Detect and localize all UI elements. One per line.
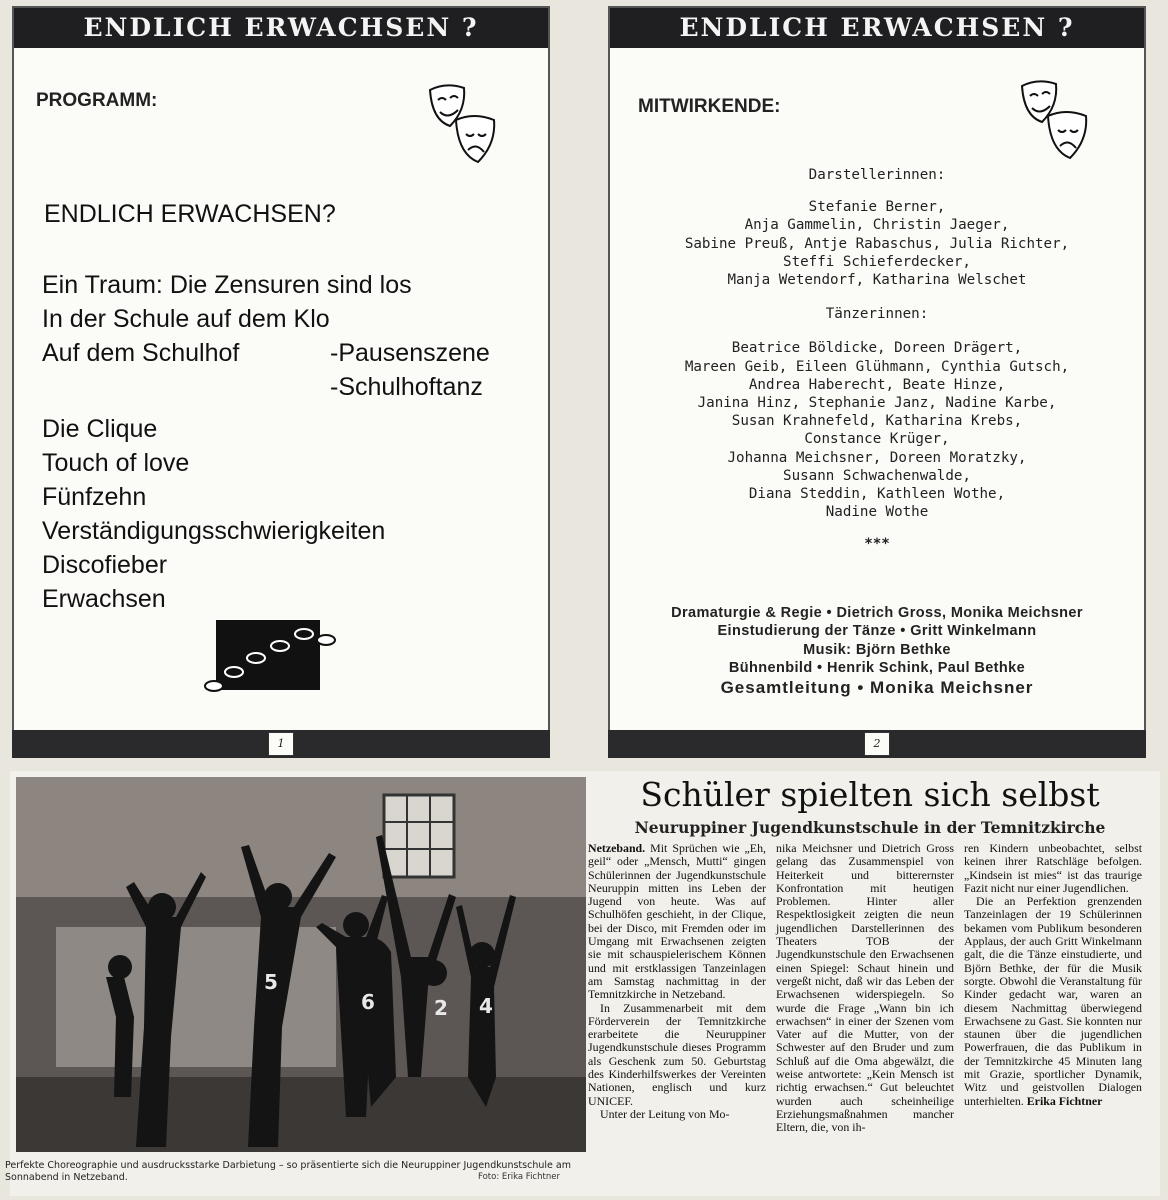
page1-footer-bar: [12, 730, 550, 758]
cast-line: Sabine Preuß, Antje Rabaschus, Julia Richter,: [684, 235, 1070, 252]
cast-line: Johanna Meichsner, Doreen Moratzky,: [727, 449, 1027, 466]
article-column-3: [964, 842, 1142, 1108]
article-column-1: [588, 842, 766, 1121]
program-page-1: [12, 6, 550, 758]
jersey-number: 6: [361, 990, 375, 1014]
article-paragraph: nika Meichsner und Dietrich Gross gelang das Zusammenspiel von Heiterkeit und bitterernster Konfrontation mit heutigen Problemen. Hinter aller Respektlosigkeit zeigten die neun jugendlichen Darstellerinnen des Theaters TOB der Jugendkunstschule den Erwachsenen einen Spiegel: Schaut hinein und vergeßt nicht, daß wir das Leben der Erwachsenen widerspiegeln. So wurde die Frage „Wann bin ich erwachsen“ in einer der Szenen vom Vater auf die Mutter, von der Schwester auf den Bruder und zum Schluß auf die Oma abgewälzt, die weise antwortete: „Kein Mensch ist richtig erwachsen.“ Gut beleuchtet wurden auch scheinheilige Erziehungsmaßnahmen mancher Eltern, die, von ih-: [776, 841, 954, 1135]
article-column-2: [776, 842, 954, 1135]
article-author: Erika Fichtner: [1026, 1093, 1103, 1108]
cast-line: Anja Gammelin, Christin Jaeger,: [744, 217, 1010, 234]
program-item: Auf dem Schulhof: [42, 339, 240, 367]
jersey-number: 5: [264, 970, 278, 994]
cast-line: Susan Krahnefeld, Katharina Krebs,: [731, 413, 1023, 430]
staff-line: Dramaturgie & Regie • Dietrich Gross, Monika Meichsner: [671, 605, 1083, 621]
theater-masks-icon: [1016, 76, 1096, 168]
lead-line: Gesamtleitung • Monika Meichsner: [720, 678, 1034, 698]
cast-line: Stefanie Berner,: [808, 199, 946, 216]
program-page-2: [608, 6, 1146, 758]
cast-line: Diana Steddin, Kathleen Wothe,: [748, 486, 1006, 503]
page1-banner: ENDLICH ERWACHSEN ?: [14, 8, 548, 48]
darsteller-label: Darstellerinnen:: [808, 167, 946, 183]
staff-line: Einstudierung der Tänze • Gritt Winkelmann: [717, 623, 1037, 640]
cast-line: Andrea Haberecht, Beate Hinze,: [748, 376, 1006, 393]
photo-caption: Perfekte Choreographie und ausdrucksstarke Darbietung – so präsentierte sich die Neuruppiner Jugendkunstschule am Sonnabend in Netzeband.: [5, 1160, 571, 1183]
program-subitem: -Pausenszene: [330, 339, 490, 367]
cast-line: Susann Schwachenwalde,: [783, 467, 971, 484]
photo-credit: Foto: Erika Fichtner: [478, 1172, 560, 1182]
page2-banner: ENDLICH ERWACHSEN ?: [610, 8, 1144, 48]
cast-line: Nadine Wothe: [825, 504, 929, 521]
program-item: Discofieber: [42, 551, 168, 579]
program-item: Fünfzehn: [42, 483, 147, 511]
cast-line: Janina Hinz, Stephanie Janz, Nadine Karbe,: [697, 395, 1057, 412]
program-item: Touch of love: [42, 449, 190, 477]
cast-line: Steffi Schieferdecker,: [783, 253, 971, 270]
dancers-image: [16, 777, 586, 1152]
program-title: ENDLICH ERWACHSEN?: [44, 200, 336, 228]
cast-line: Constance Krüger,: [804, 431, 950, 448]
article-headline: Schüler spielten sich selbst: [640, 775, 1100, 814]
program-subitem-row: [42, 370, 483, 404]
article-paragraph: [964, 895, 1142, 1108]
cast-line: Mareen Geib, Eileen Glühmann, Cynthia Gutsch,: [684, 358, 1070, 375]
jersey-number: 2: [434, 996, 448, 1020]
page2-footer-bar: [608, 730, 1146, 758]
article-text: Mit Sprüchen wie „Eh, geil“ oder „Mensch, Mutti“ gingen Schülerinnen der Jugendkunstschule Neuruppin mitten ins Leben der Jugend von heute. Was auf Schulhöfen geschieht, in der Clique, bei der Disco, mit Fremden oder im Umgang mit Erwachsenen zeigten sie mit schauspielerischem Können und mit erstklassigen Tanzeinlagen am Samstag nachmittag in der Temnitzkirche in Netzeband.: [588, 841, 766, 1002]
program-item: Erwachsen: [42, 585, 166, 613]
article-paragraph: In Zusammenarbeit mit dem Förderverein der Temnitzkirche erarbeitete die Neuruppiner Jugendkunstschule dieses Programm als Geschenk zum 50. Geburtstag des Kinderhilfswerkes der Vereinten Nationen, englisch und kurz UNICEF.: [588, 1000, 766, 1108]
cast-line: Manja Wetendorf, Katharina Welschet: [727, 272, 1027, 289]
theater-masks-icon: [424, 80, 504, 172]
taenzer-label: Tänzerinnen:: [825, 306, 929, 323]
article-paragraph: ren Kindern unbeobachtet, selbst keinen ihrer Ratschläge befolgen. „Kindsein ist mies“ ist das traurige Fazit nicht nur einer Jugendlichen.: [964, 841, 1142, 895]
jersey-number: 4: [479, 994, 493, 1018]
program-item: In der Schule auf dem Klo: [42, 305, 330, 333]
program-item-schulhof: [42, 336, 490, 370]
page-number: 2: [864, 732, 890, 756]
dance-photo: [16, 777, 586, 1152]
footprints-icon: [204, 620, 344, 700]
program-list: [42, 268, 490, 616]
staff-line: Bühnenbild • Henrik Schink, Paul Bethke: [728, 659, 1026, 676]
program-subitem: -Schulhoftanz: [330, 373, 483, 401]
program-item: Verständigungsschwierigkeiten: [42, 517, 386, 545]
article-paragraph: [588, 842, 766, 1002]
article-text: Die an Perfektion grenzenden Tanzeinlagen der 19 Schülerinnen bekamen vom Publikum besonderen Applaus, der auch Gritt Winkelmann galt, die die Tänze einstudierte, und Björn Bethke, der für die Musik sorgte. Obwohl die Veranstaltung für Kinder gedacht war, waren an diesem Nachmittag überwiegend Erwachsene zu Gast. Sie konnten nur staunen über die jugendlichen Powerfrauen, die das Publikum in der Temnitzkirche 45 Minuten lang mit Grazie, sportlicher Dynamik, Witz und geistvollen Dialogen unterhielten.: [964, 894, 1142, 1108]
program-item: Ein Traum: Die Zensuren sind los: [42, 271, 412, 299]
dateline: Netzeband.: [588, 841, 646, 855]
cast-heading: MITWIRKENDE:: [638, 96, 781, 117]
cast-line: Beatrice Böldicke, Doreen Drägert,: [731, 340, 1023, 357]
page-number: 1: [268, 732, 294, 756]
article-subheadline: Neuruppiner Jugendkunstschule in der Temnitzkirche: [634, 818, 1106, 837]
staff-list: [610, 604, 1144, 697]
program-item: Die Clique: [42, 415, 158, 443]
staff-line: Musik: Björn Bethke: [803, 641, 951, 658]
cast-list: [610, 166, 1144, 554]
program-heading: PROGRAMM:: [36, 90, 158, 111]
separator-stars: ***: [864, 536, 890, 553]
article-paragraph: Unter der Leitung von Mo-: [600, 1106, 730, 1121]
